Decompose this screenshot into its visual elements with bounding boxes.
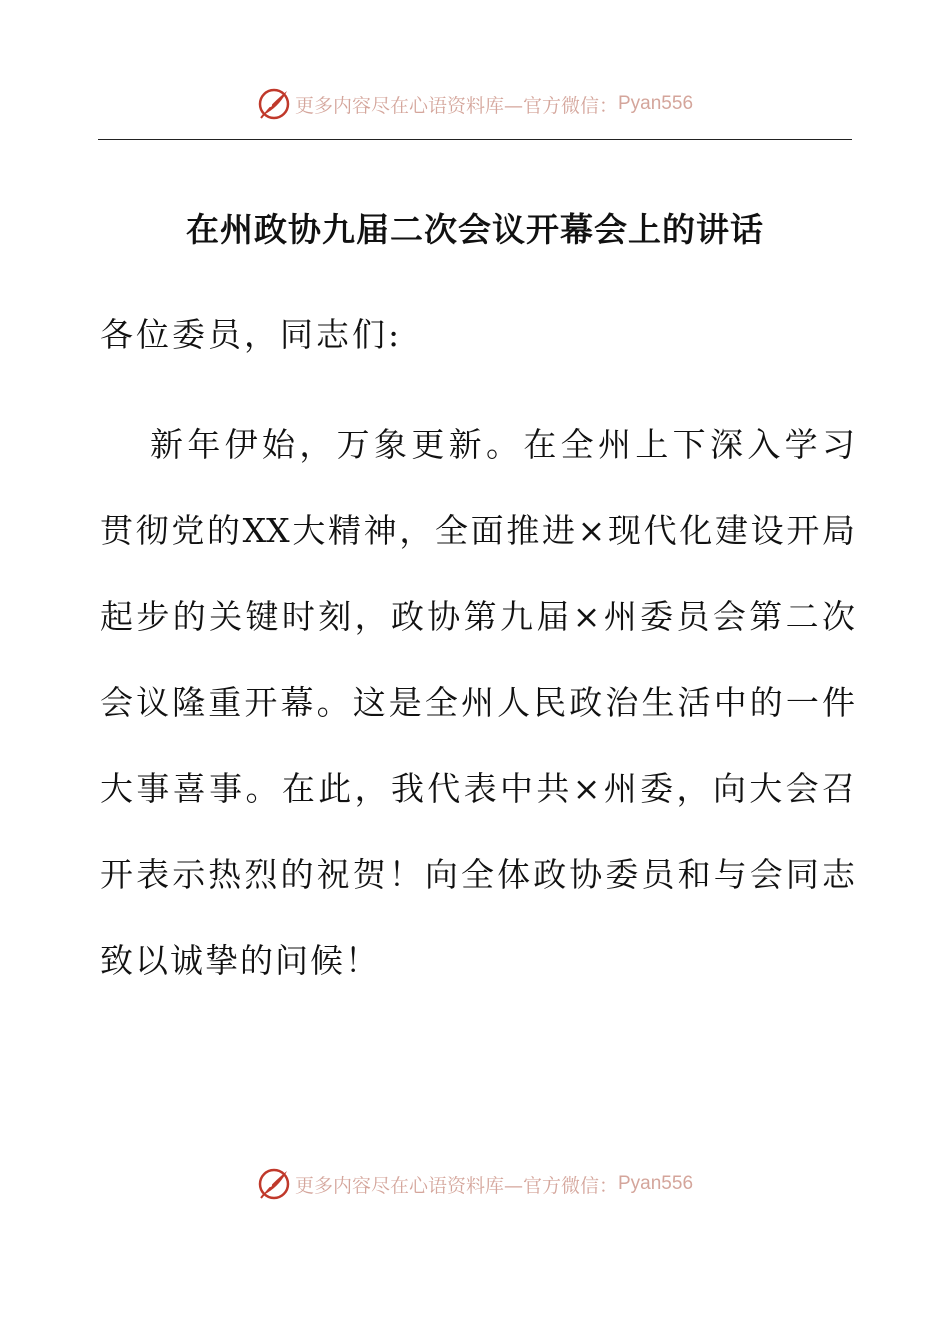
document-title: 在州政协九届二次会议开幕会上的讲话 (186, 210, 764, 249)
paragraph-line: 大事喜事。在此，我代表中共×州委，向大会召 (100, 769, 855, 808)
footer-wechat-id: Pyan556 (618, 1173, 694, 1194)
header-wechat-id: Pyan556 (618, 93, 694, 114)
salutation: 各位委员，同志们: (100, 315, 403, 354)
header-banner-text: 更多内容尽在心语资料库—官方微信： (294, 94, 618, 117)
paragraph-line: 致以诚挚的问候！ (100, 941, 380, 980)
paragraph-line: 会议隆重开幕。这是全州人民政治生活中的一件 (100, 683, 855, 722)
footer-banner-text: 更多内容尽在心语资料库—官方微信： (294, 1174, 618, 1197)
quill-pen-logo-icon (257, 87, 291, 121)
paragraph-line: 开表示热烈的祝贺！向全体政协委员和与会同志 (100, 855, 855, 894)
paragraph-line: 贯彻党的XX大精神，全面推进×现代化建设开局 (100, 511, 855, 550)
paragraph-line: 新年伊始，万象更新。在全州上下深入学习 (150, 425, 855, 464)
footer-banner (0, 1162, 950, 1206)
body-paragraph (100, 402, 855, 1004)
paragraph-line: 起步的关键时刻，政协第九届×州委员会第二次 (100, 597, 855, 636)
header-banner (0, 82, 950, 126)
header-divider (98, 139, 852, 140)
quill-pen-logo-icon (257, 1167, 291, 1201)
